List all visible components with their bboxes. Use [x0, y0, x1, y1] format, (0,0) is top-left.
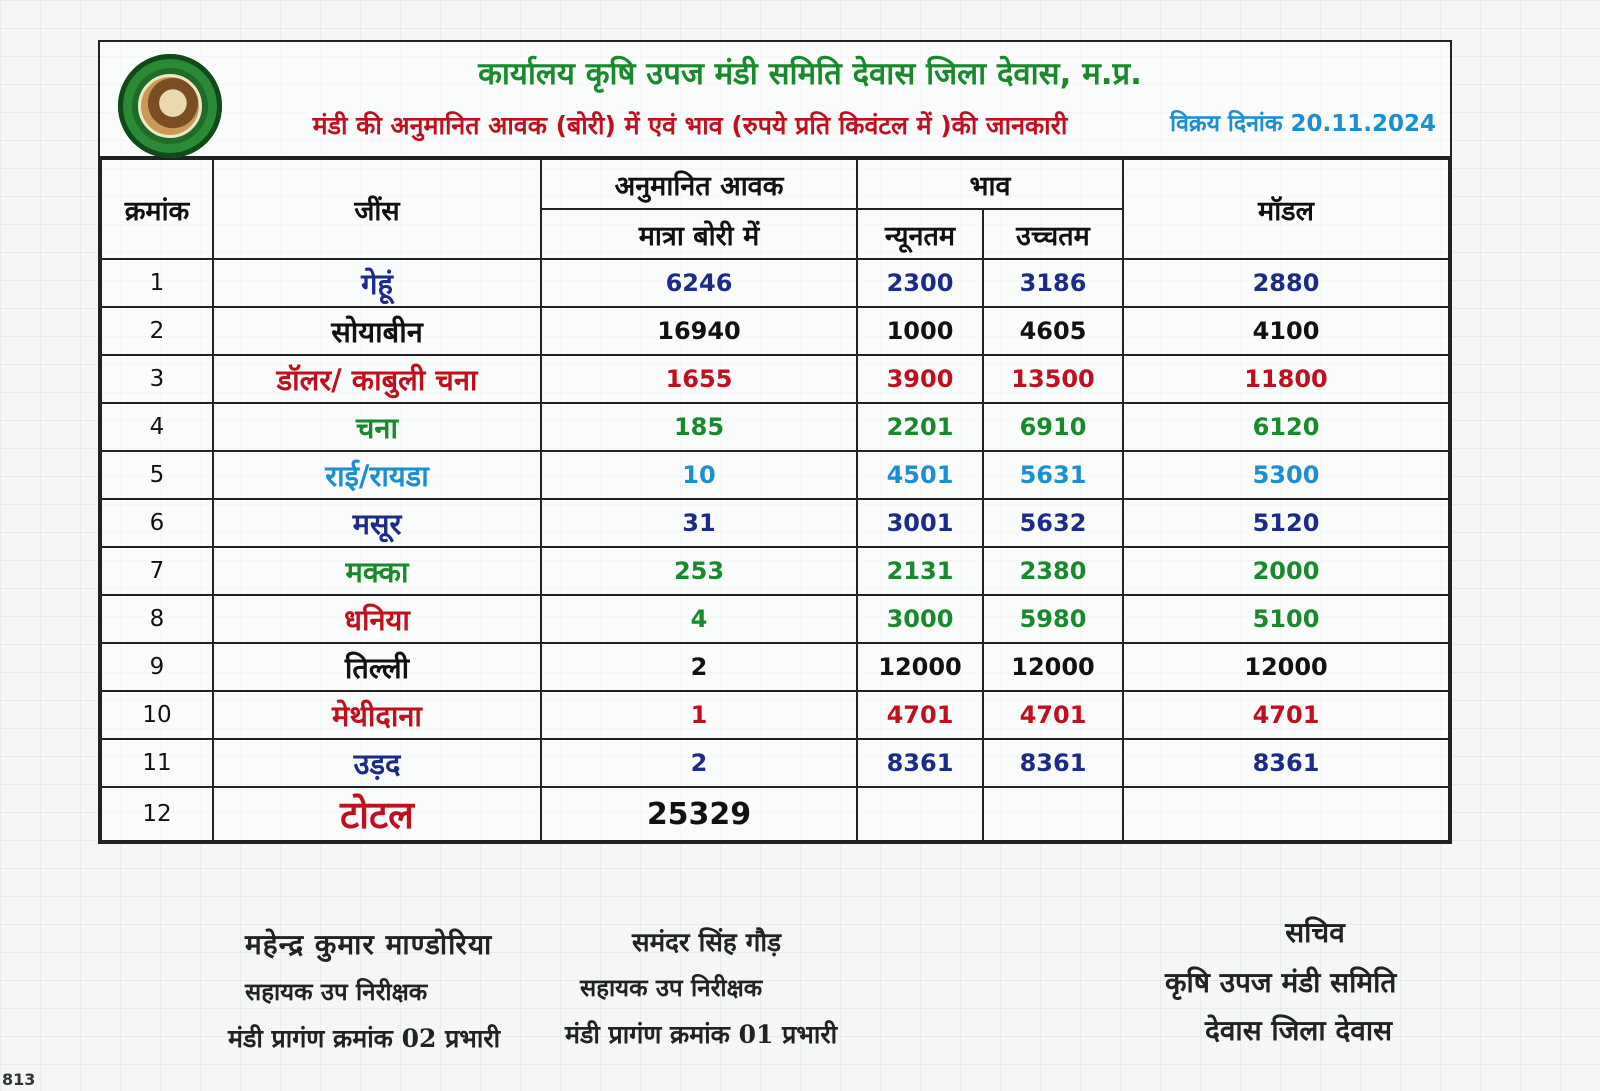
row-serial: 11 [101, 739, 213, 787]
row-min-price: 3900 [857, 355, 983, 403]
sig3-place: देवास जिला देवास [1205, 1014, 1392, 1047]
table-body [101, 259, 1449, 787]
row-quantity: 253 [541, 547, 857, 595]
header-commodity: जींस [213, 159, 541, 259]
total-empty-cell [857, 787, 983, 841]
row-modal-price: 4100 [1123, 307, 1449, 355]
row-modal-price: 5120 [1123, 499, 1449, 547]
header-modal: मॉडल [1123, 159, 1449, 259]
row-serial: 2 [101, 307, 213, 355]
sig2-name: समंदर सिंह गौड़ [632, 928, 782, 958]
row-modal-price: 5300 [1123, 451, 1449, 499]
row-quantity: 2 [541, 643, 857, 691]
row-modal-price: 6120 [1123, 403, 1449, 451]
sig3-org: कृषि उपज मंडी समिति [1165, 966, 1397, 999]
row-modal-price: 2880 [1123, 259, 1449, 307]
row-quantity: 4 [541, 595, 857, 643]
row-quantity: 185 [541, 403, 857, 451]
row-serial: 1 [101, 259, 213, 307]
sig1-name: महेन्द्र कुमार माण्डोरिया [245, 928, 493, 961]
row-min-price: 1000 [857, 307, 983, 355]
sale-date: विक्रय दिनांक 20.11.2024 [1170, 111, 1436, 137]
row-commodity: उड़द [213, 739, 541, 787]
row-quantity: 1655 [541, 355, 857, 403]
table-row [101, 355, 1449, 403]
row-max-price: 13500 [983, 355, 1123, 403]
row-max-price: 6910 [983, 403, 1123, 451]
row-modal-price: 8361 [1123, 739, 1449, 787]
row-commodity: राई/रायडा [213, 451, 541, 499]
total-empty-cell [1123, 787, 1449, 841]
total-label: टोटल [213, 787, 541, 841]
total-quantity: 25329 [541, 787, 857, 841]
row-quantity: 6246 [541, 259, 857, 307]
sig1-role: सहायक उप निरीक्षक [245, 977, 428, 1006]
row-min-price: 3000 [857, 595, 983, 643]
table-row [101, 643, 1449, 691]
report-subtitle: मंडी की अनुमानित आवक (बोरी) में एवं भाव (रुपये प्रति किवंटल में )की जानकारी [312, 111, 1068, 140]
sheet-header [100, 42, 1450, 158]
row-min-price: 8361 [857, 739, 983, 787]
table-row [101, 547, 1449, 595]
header-serial: क्रमांक [101, 159, 213, 259]
row-quantity: 16940 [541, 307, 857, 355]
row-quantity: 2 [541, 739, 857, 787]
table-row [101, 499, 1449, 547]
row-serial: 5 [101, 451, 213, 499]
row-modal-price: 4701 [1123, 691, 1449, 739]
table-row [101, 259, 1449, 307]
row-min-price: 2300 [857, 259, 983, 307]
row-max-price: 5632 [983, 499, 1123, 547]
row-serial: 8 [101, 595, 213, 643]
row-min-price: 3001 [857, 499, 983, 547]
row-serial: 4 [101, 403, 213, 451]
row-max-price: 4605 [983, 307, 1123, 355]
table-row [101, 691, 1449, 739]
signature-block [0, 905, 1600, 1091]
table-row [101, 307, 1449, 355]
row-max-price: 12000 [983, 643, 1123, 691]
row-min-price: 4701 [857, 691, 983, 739]
row-max-price: 5631 [983, 451, 1123, 499]
sig1-charge: मंडी प्रागंण क्रमांक 02 प्रभारी [228, 1024, 501, 1053]
row-commodity: सोयाबीन [213, 307, 541, 355]
mandi-emblem-icon [118, 54, 222, 158]
table-row [101, 739, 1449, 787]
row-max-price: 4701 [983, 691, 1123, 739]
price-table [100, 158, 1450, 842]
sig2-role: सहायक उप निरीक्षक [580, 973, 763, 1002]
price-sheet [98, 40, 1452, 844]
office-title: कार्यालय कृषि उपज मंडी समिति देवास जिला देवास, म.प्र. [478, 56, 1142, 92]
total-empty-cell [983, 787, 1123, 841]
total-serial: 12 [101, 787, 213, 841]
row-serial: 3 [101, 355, 213, 403]
row-max-price: 3186 [983, 259, 1123, 307]
row-commodity: चना [213, 403, 541, 451]
row-commodity: तिल्ली [213, 643, 541, 691]
row-commodity: डॉलर/ काबुली चना [213, 355, 541, 403]
table-row [101, 595, 1449, 643]
row-min-price: 2201 [857, 403, 983, 451]
header-arrival: अनुमानित आवक [541, 159, 857, 209]
row-commodity: धनिया [213, 595, 541, 643]
sig3-title: सचिव [1285, 916, 1345, 949]
row-commodity: मेथीदाना [213, 691, 541, 739]
edge-mark: 813 [2, 1070, 36, 1089]
row-serial: 10 [101, 691, 213, 739]
row-quantity: 31 [541, 499, 857, 547]
table-row [101, 451, 1449, 499]
row-serial: 7 [101, 547, 213, 595]
row-quantity: 1 [541, 691, 857, 739]
row-serial: 6 [101, 499, 213, 547]
sig2-charge: मंडी प्रागंण क्रमांक 01 प्रभारी [565, 1020, 838, 1049]
header-min: न्यूनतम [857, 209, 983, 259]
row-modal-price: 11800 [1123, 355, 1449, 403]
row-max-price: 2380 [983, 547, 1123, 595]
row-modal-price: 2000 [1123, 547, 1449, 595]
row-modal-price: 5100 [1123, 595, 1449, 643]
row-modal-price: 12000 [1123, 643, 1449, 691]
row-commodity: गेहूं [213, 259, 541, 307]
header-quantity: मात्रा बोरी में [541, 209, 857, 259]
row-min-price: 4501 [857, 451, 983, 499]
row-quantity: 10 [541, 451, 857, 499]
total-row [101, 787, 1449, 841]
row-min-price: 2131 [857, 547, 983, 595]
row-commodity: मसूर [213, 499, 541, 547]
header-max: उच्चतम [983, 209, 1123, 259]
row-serial: 9 [101, 643, 213, 691]
row-min-price: 12000 [857, 643, 983, 691]
row-max-price: 8361 [983, 739, 1123, 787]
row-max-price: 5980 [983, 595, 1123, 643]
row-commodity: मक्का [213, 547, 541, 595]
table-row [101, 403, 1449, 451]
header-price: भाव [857, 159, 1123, 209]
